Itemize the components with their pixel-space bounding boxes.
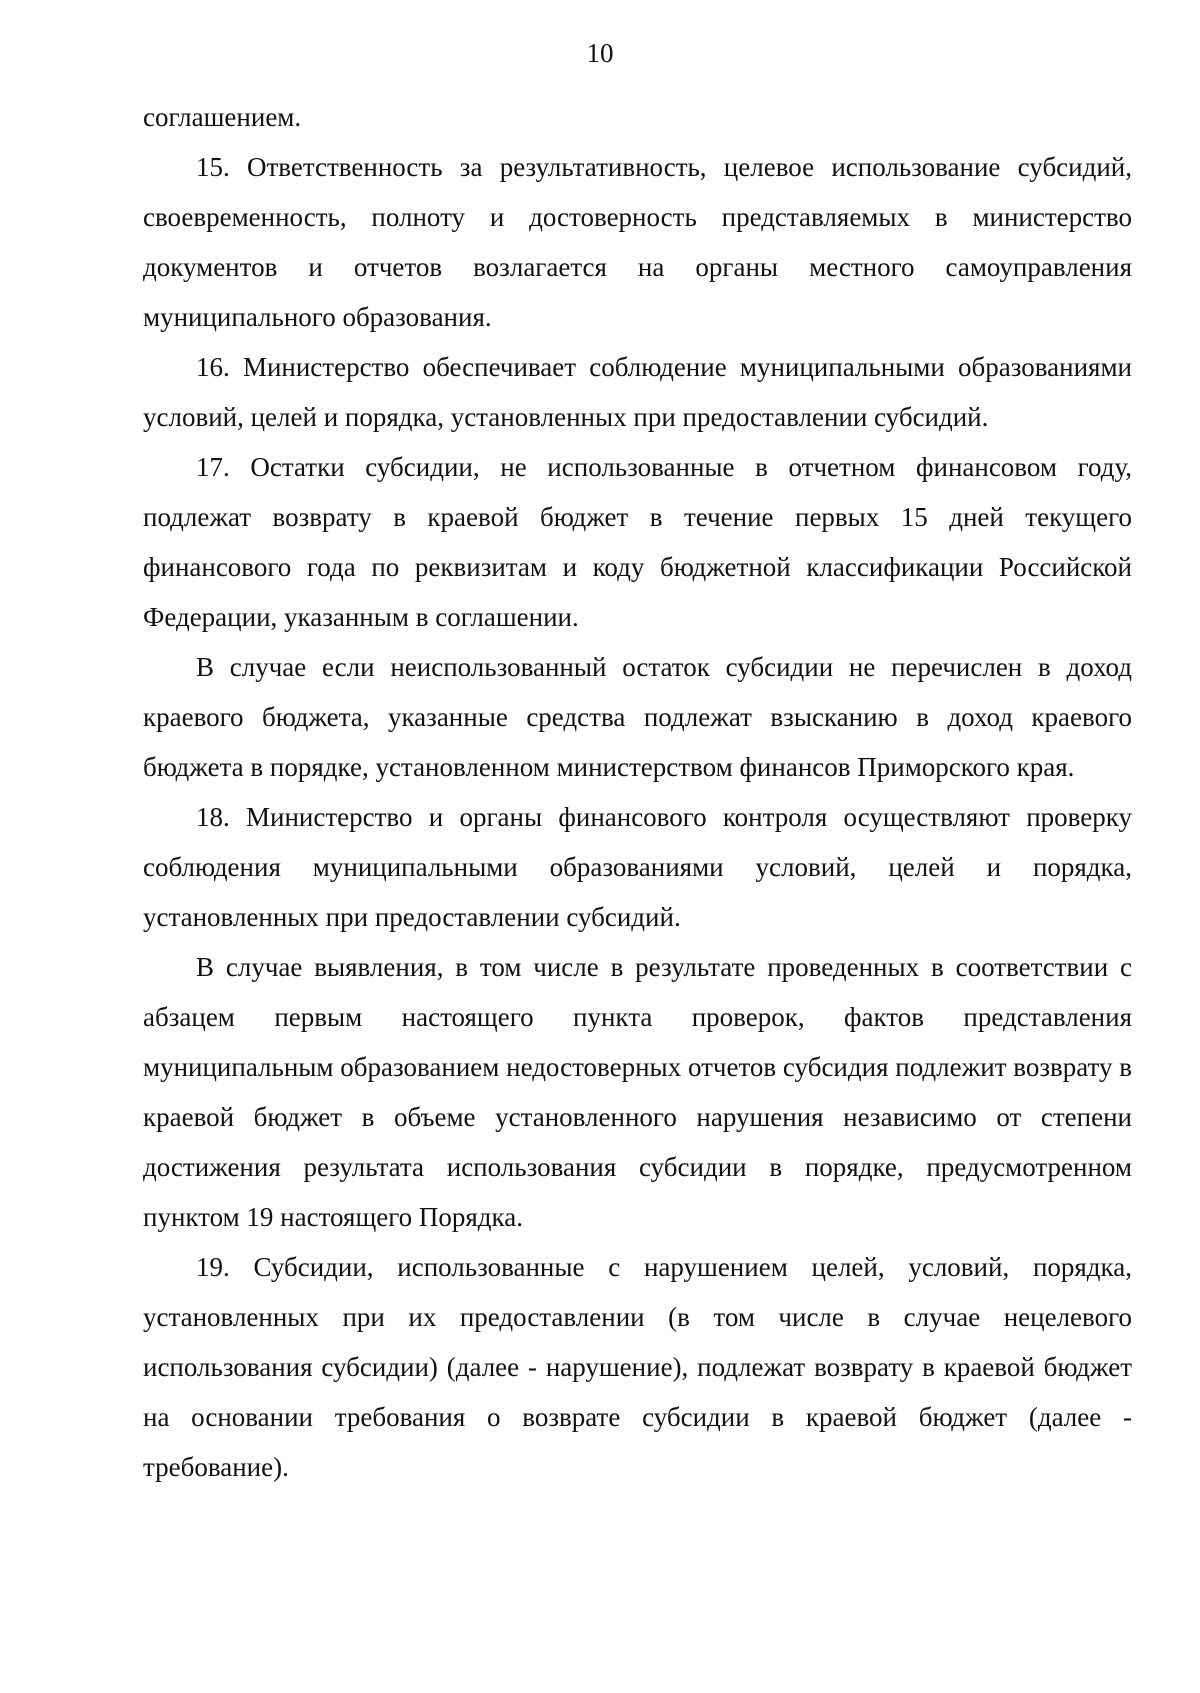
paragraph-16: 16. Министерство обеспечивает соблюдение муниципальными образованиями условий, целей и порядка, установленных при предоставлении субсидий. xyxy=(143,352,1132,432)
paragraph-18-second: В случае выявления, в том числе в результате проведенных в соответствии с абзацем первым настоящего пункта проверок, фактов представления муниципальным образованием недостоверных отчетов субсидия подлежит возврату в краевой бюджет в объеме установленного нарушения независимо от степени достижения результата использования субсидии в порядке, предусмотренном пунктом 19 настоящего Порядка. xyxy=(143,952,1132,1232)
paragraph-19: 19. Субсидии, использованные с нарушением целей, условий, порядка, установленных при их предоставлении (в том числе в случае нецелевого использования субсидии) (далее - нарушение), подлежат возврату в краевой бюджет на основании требования о возврате субсидии в краевой бюджет (далее - требование). xyxy=(143,1252,1132,1482)
paragraph-17-second: В случае если неиспользованный остаток субсидии не перечислен в доход краевого бюджета, указанные средства подлежат взысканию в доход краевого бюджета в порядке, установленном министерством финансов Приморского края. xyxy=(143,652,1132,782)
paragraph-15: 15. Ответственность за результативность, целевое использование субсидий, своевременность, полноту и достоверность представляемых в министерство документов и отчетов возлагается на органы местного самоуправления муниципального образования. xyxy=(143,152,1132,332)
paragraph-continuation: соглашением. xyxy=(143,102,302,132)
page-number: 10 xyxy=(586,38,614,68)
document-body xyxy=(143,92,1132,1492)
paragraph-18: 18. Министерство и органы финансового контроля осуществляют проверку соблюдения муниципальными образованиями условий, целей и порядка, установленных при предоставлении субсидий. xyxy=(143,802,1132,932)
paragraph-17: 17. Остатки субсидии, не использованные в отчетном финансовом году, подлежат возврату в краевой бюджет в течение первых 15 дней текущего финансового года по реквизитам и коду бюджетной классификации Российской Федерации, указанным в соглашении. xyxy=(143,452,1132,632)
